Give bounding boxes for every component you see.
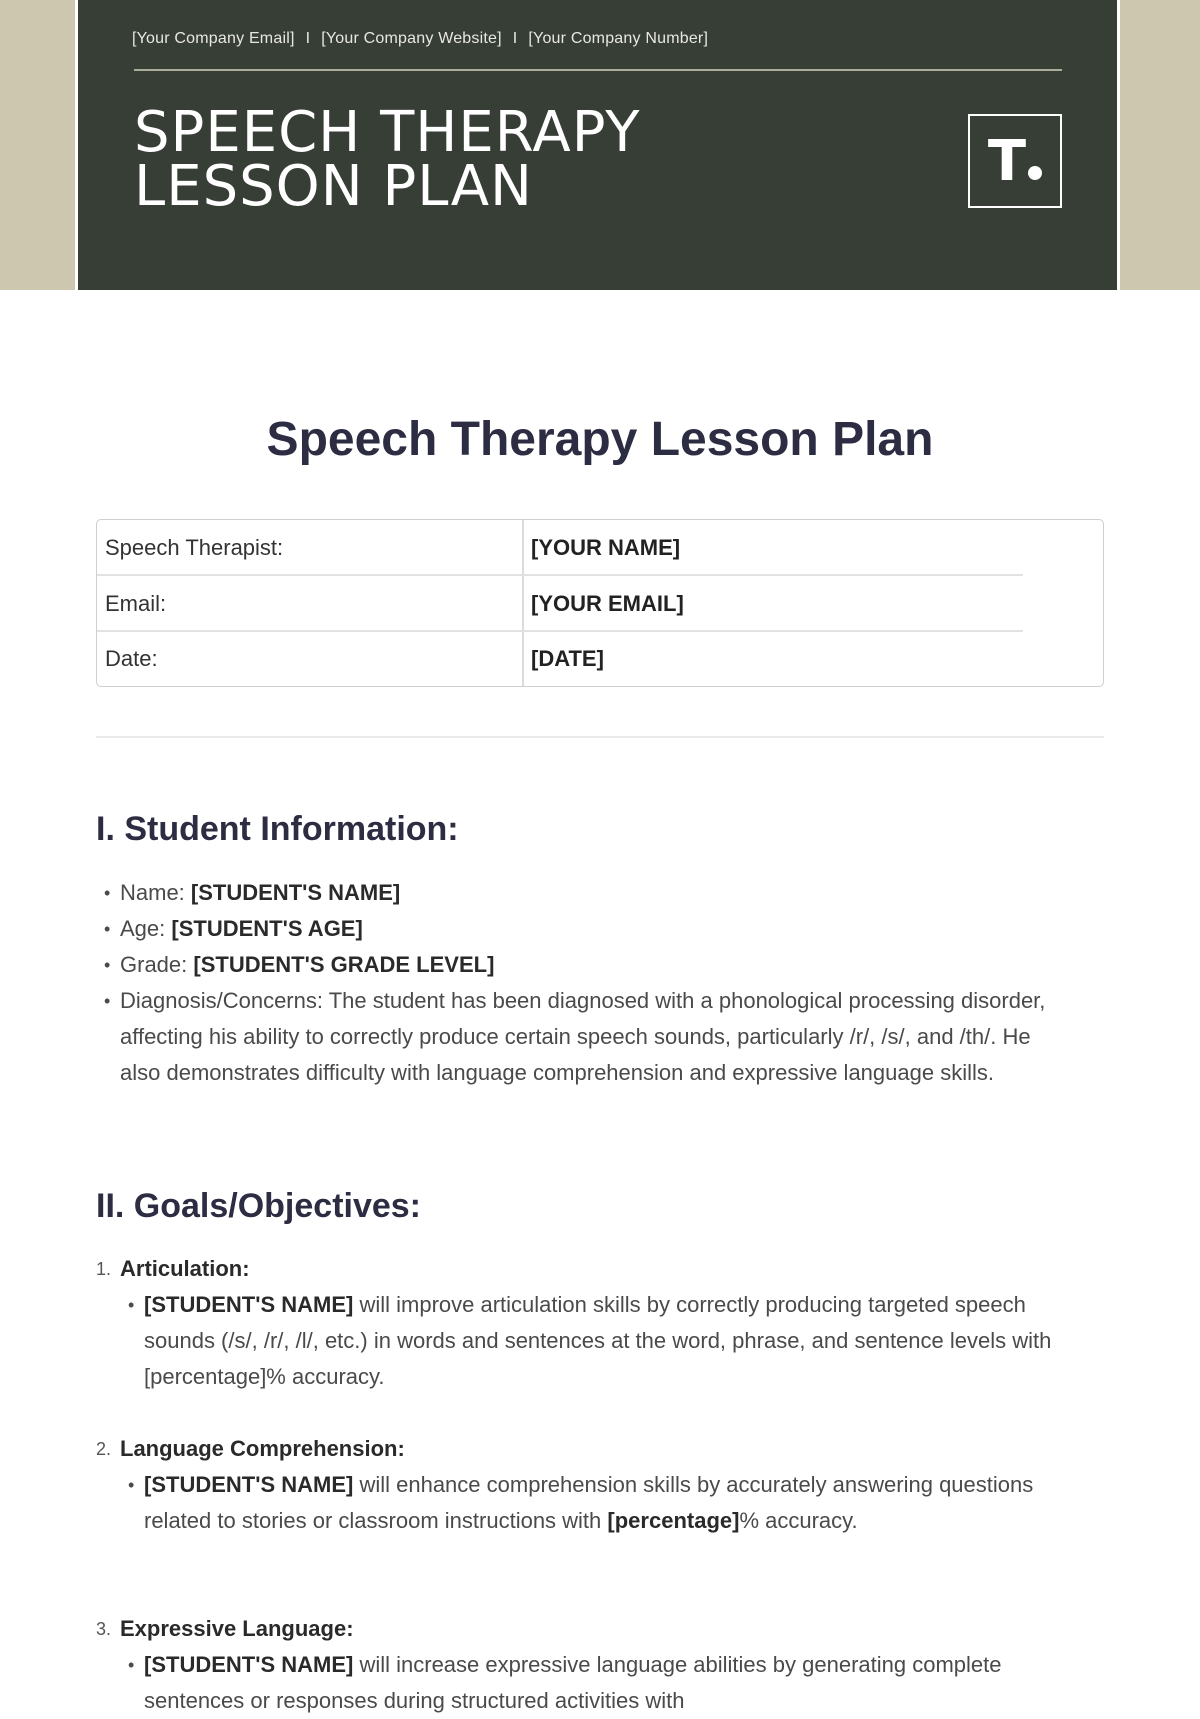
table-row [97,576,1103,631]
contact-separator: I [512,30,518,47]
name-value: [STUDENT'S NAME] [190,880,401,905]
goal-subject: [STUDENT'S NAME] [144,1652,354,1677]
goal-number: 1. [96,1259,112,1279]
goal-text: will improve articulation skills by correctly producing targeted speech sounds (/s/, /r/, /l/, etc.) in words and sentences at the word, phrase, and sentence levels with [percentage]% accuracy. [144,1292,1052,1389]
student-info-heading: I. Student Information: [96,810,459,848]
header-title-line2: LESSON PLAN [134,154,533,219]
goal-title: Language Comprehension: [120,1436,405,1461]
email-label: Email: [105,591,167,616]
student-info-list [104,875,1064,1091]
company-logo [968,114,1062,208]
goal-item [96,1431,1056,1539]
goal-description [128,1467,1056,1539]
table-row [97,520,1103,575]
company-website: [Your Company Website] [321,30,502,47]
header-divider [134,69,1062,71]
goal-subject: [STUDENT'S NAME] [144,1292,354,1317]
date-value: [DATE] [531,646,604,671]
goals-heading: II. Goals/Objectives: [96,1187,422,1225]
company-contact-row [132,30,1062,48]
goal-item [96,1611,1056,1719]
grade-value: [STUDENT'S GRADE LEVEL] [193,952,495,977]
goal-emphasis: [percentage] [607,1508,740,1533]
goal-title: Articulation: [120,1256,250,1281]
goal-description [128,1647,1056,1719]
goal-description [128,1287,1056,1395]
email-value: [YOUR EMAIL] [531,591,684,616]
header-title [134,100,834,219]
list-item [104,911,1064,947]
name-label: Name: [120,880,185,905]
therapist-label: Speech Therapist: [105,535,284,560]
document-title: Speech Therapy Lesson Plan [266,413,934,466]
contact-separator: I [305,30,311,47]
list-item [104,875,1064,911]
date-label: Date: [105,646,158,671]
age-value: [STUDENT'S AGE] [171,916,363,941]
goal-text: will enhance comprehension skills by accurately answering questions related to stories or classroom instructions with [144,1472,1034,1533]
list-item: • Diagnosis/Concerns: The student has been diagnosed with a phonological processing disorder, affecting his ability to correctly produce certain speech sounds, particularly /r/, /s/, and /th/. He also demonstrates difficulty with language comprehension and expressive language skills. [104,983,1064,1091]
list-item [104,947,1064,983]
info-table [96,519,1104,687]
grade-label: Grade: [120,952,188,977]
section-divider [96,736,1104,738]
goal-number: 3. [96,1619,112,1639]
header-title-line1: SPEECH THERAPY [134,100,641,165]
logo-dot-icon [1028,166,1042,180]
goal-item [96,1251,1056,1395]
goal-number: 2. [96,1439,112,1459]
goal-text-tail: % accuracy. [739,1508,858,1533]
logo-letter: T [987,128,1027,194]
table-row [97,631,1103,686]
goal-subject: [STUDENT'S NAME] [144,1472,354,1497]
therapist-value: [YOUR NAME] [531,535,681,560]
goal-title: Expressive Language: [120,1616,354,1641]
age-label: Age: [120,916,166,941]
company-email: [Your Company Email] [132,30,295,47]
company-number: [Your Company Number] [528,30,709,47]
goal-text: will increase expressive language abilities by generating complete sentences or responses during structured activities with [144,1652,1002,1713]
